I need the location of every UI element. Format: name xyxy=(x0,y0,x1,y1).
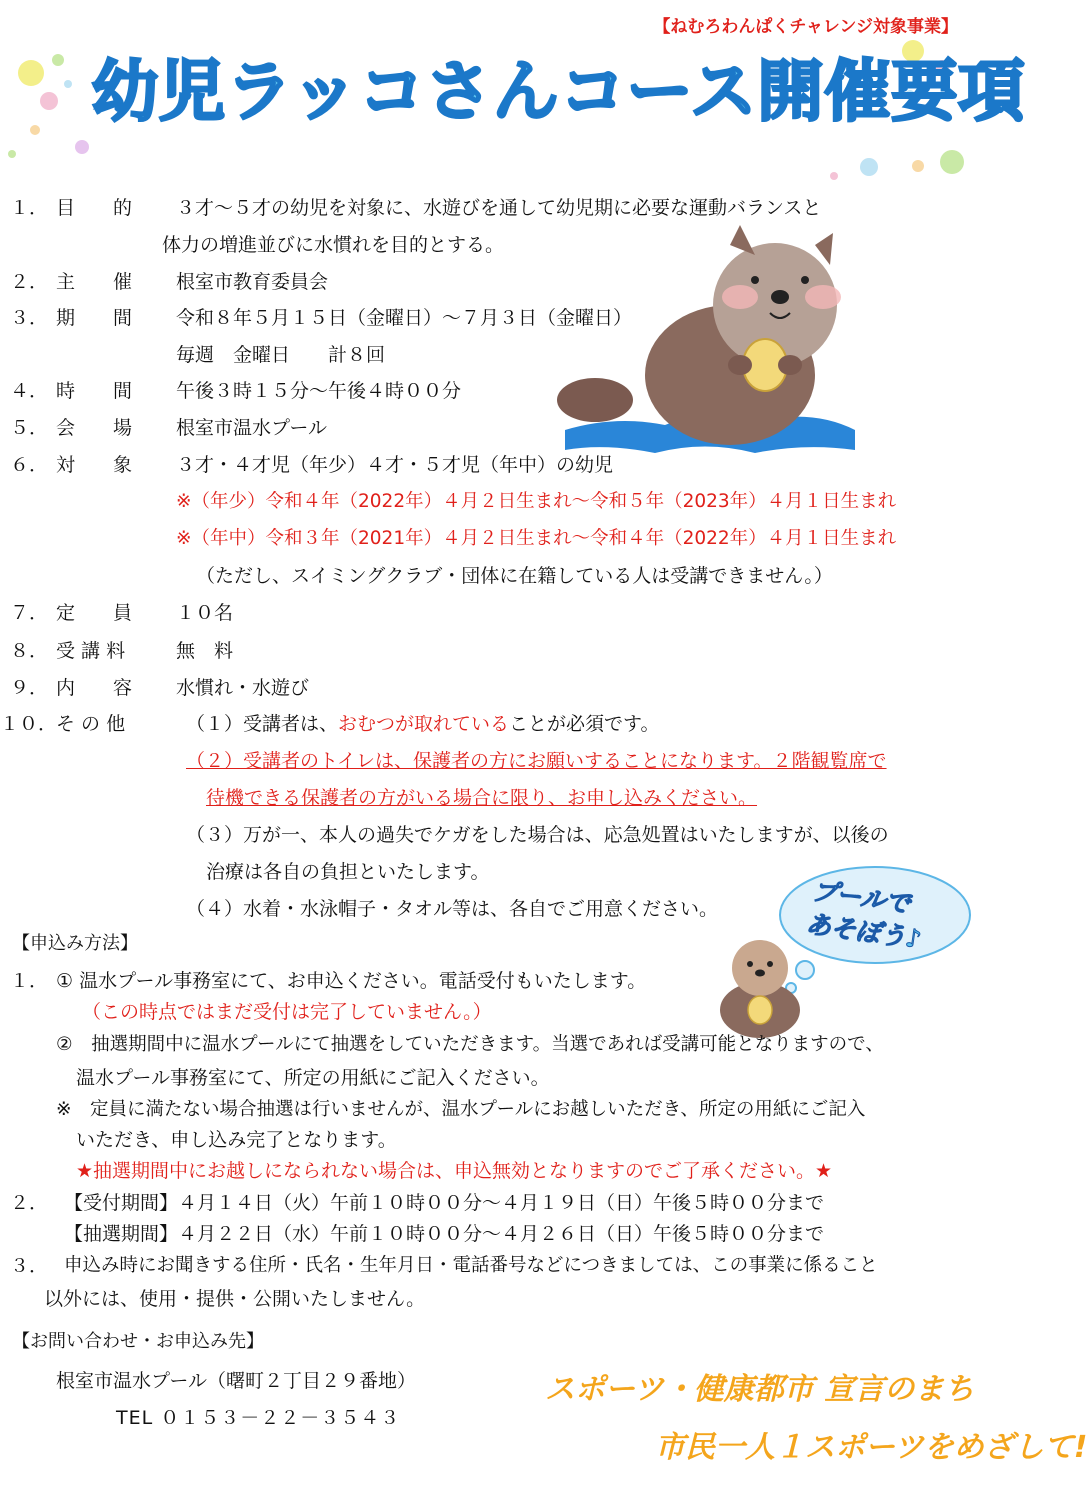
step1-warning: ★抽選期間中にお越しになられない場合は、申込無効となりますのでご了承ください。★ xyxy=(76,1160,833,1182)
header-badge: 【ねむろわんぱくチャレンジ対象事業】 xyxy=(653,17,958,37)
eligibility-note: （ただし、スイミングクラブ・団体に在籍している人は受講できません。） xyxy=(196,565,833,587)
note-1-highlight: おむつが取れている xyxy=(338,713,510,735)
item-value: 令和８年５月１５日（金曜日）～７月３日（金曜日） xyxy=(176,307,633,329)
item-label: 定 員 xyxy=(56,602,133,624)
note-1-c: ことが必須です。 xyxy=(509,713,660,735)
item-value: ３才・４才児（年少）４才・５才児（年中）の幼児 xyxy=(176,454,614,476)
item-label: 主 催 xyxy=(56,271,133,293)
slogan-line2: 市民一人１スポーツをめざして! xyxy=(655,1430,1087,1465)
item-value: ３才～５才の幼児を対象に、水遊びを通して幼児期に必要な運動バランスと xyxy=(176,197,822,219)
reception-period: 【受付期間】４月１４日（火）午前１０時００分～４月１９日（日）午後５時００分まで xyxy=(64,1192,825,1214)
bubble-line1: プールで xyxy=(810,876,913,919)
item-label: 目 的 xyxy=(56,197,133,219)
step1-a: ① 温水プール事務室にて、お申込ください。電話受付もいたします。 xyxy=(56,970,647,992)
note-3-line2: 治療は各自の負担といたします。 xyxy=(206,861,490,883)
item-number: １． xyxy=(10,197,49,219)
item-number: ３． xyxy=(10,307,49,329)
step-number: ３． xyxy=(10,1255,49,1277)
item-label: 対 象 xyxy=(56,454,133,476)
birth-range-nenchu: ※（年中）令和３年（2021年）４月２日生まれ～令和４年（2022年）４月１日生まれ xyxy=(176,528,897,549)
note-4: （４）水着・水泳帽子・タオル等は、各自でご用意ください。 xyxy=(186,898,719,920)
item-value: 無 料 xyxy=(176,640,234,662)
item-number: ５． xyxy=(10,417,49,439)
item-number: １０． xyxy=(0,713,58,735)
note-3-line1: （３）万が一、本人の過失でケガをした場合は、応急処置はいたしますが、以後の xyxy=(186,824,889,846)
note-1 xyxy=(186,712,660,736)
step1-d: 温水プール事務室にて、所定の用紙にご記入ください。 xyxy=(76,1067,550,1089)
item-number: ４． xyxy=(10,380,49,402)
item-number: ２． xyxy=(10,271,49,293)
page-title: 幼児ラッコさんコース開催要項 xyxy=(92,53,1026,130)
bubble-line2: あそぼう♪ xyxy=(804,909,924,954)
item-label: 時 間 xyxy=(56,380,133,402)
item-value-cont: 体力の増進並びに水慣れを目的とする。 xyxy=(162,234,505,256)
contact-place: 根室市温水プール（曙町２丁目２９番地） xyxy=(56,1370,417,1392)
item-value: 根室市温水プール xyxy=(176,417,328,439)
step1-f: いただき、申し込み完了となります。 xyxy=(76,1129,397,1151)
contact-tel: TEL ０１５３－２２－３５４３ xyxy=(116,1407,401,1429)
item-label: 期 間 xyxy=(56,307,133,329)
step-number: １． xyxy=(10,970,49,992)
step1-b: （この時点ではまだ受付は完了していません。） xyxy=(82,1001,492,1023)
step1-c: ② 抽選期間中に温水プールにて抽選をしていただきます。当選であれば受講可能となりますので、 xyxy=(56,1034,884,1055)
item-number: ９． xyxy=(10,677,49,699)
item-value-cont: 毎週 金曜日 計８回 xyxy=(176,344,386,366)
item-label: 会 場 xyxy=(56,417,133,439)
privacy-line2: 以外には、使用・提供・公開いたしません。 xyxy=(44,1288,426,1310)
item-number: ６． xyxy=(10,454,49,476)
item-number: ８． xyxy=(10,640,49,662)
birth-range-nensho: ※（年少）令和４年（2022年）４月２日生まれ～令和５年（2023年）４月１日生まれ xyxy=(176,491,897,512)
step-number: ２． xyxy=(10,1192,49,1214)
note-2-line2: 待機できる保護者の方がいる場合に限り、お申し込みください。 xyxy=(206,787,758,809)
sea-otter-illustration xyxy=(555,225,865,460)
slogan-line1: スポーツ・健康都市 宣言のまち xyxy=(545,1372,975,1407)
privacy-line1: 申込み時にお聞きする住所・氏名・生年月日・電話番号などにつきましては、この事業に係ること xyxy=(64,1255,878,1276)
contact-heading: 【お問い合わせ・お申込み先】 xyxy=(12,1331,264,1352)
item-value: 午後３時１５分～午後４時００分 xyxy=(176,380,462,402)
note-2-line1: （２）受講者のトイレは、保護者の方にお願いすることになります。２階観覧席で xyxy=(186,750,887,772)
item-label: そ の 他 xyxy=(56,713,126,735)
lottery-period: 【抽選期間】４月２２日（水）午前１０時００分～４月２６日（日）午後５時００分まで xyxy=(64,1223,825,1245)
note-1-a: （１）受講者は、 xyxy=(186,713,339,735)
item-number: ７． xyxy=(10,602,49,624)
step1-e: ※ 定員に満たない場合抽選は行いませんが、温水プールにお越しいただき、所定の用紙にご記入 xyxy=(56,1099,866,1120)
item-label: 受 講 料 xyxy=(56,640,126,662)
apply-heading: 【申込み方法】 xyxy=(12,933,138,954)
item-value: １０名 xyxy=(176,602,234,624)
item-value: 根室市教育委員会 xyxy=(176,271,329,293)
item-label: 内 容 xyxy=(56,677,133,699)
item-value: 水慣れ・水遊び xyxy=(176,677,310,699)
